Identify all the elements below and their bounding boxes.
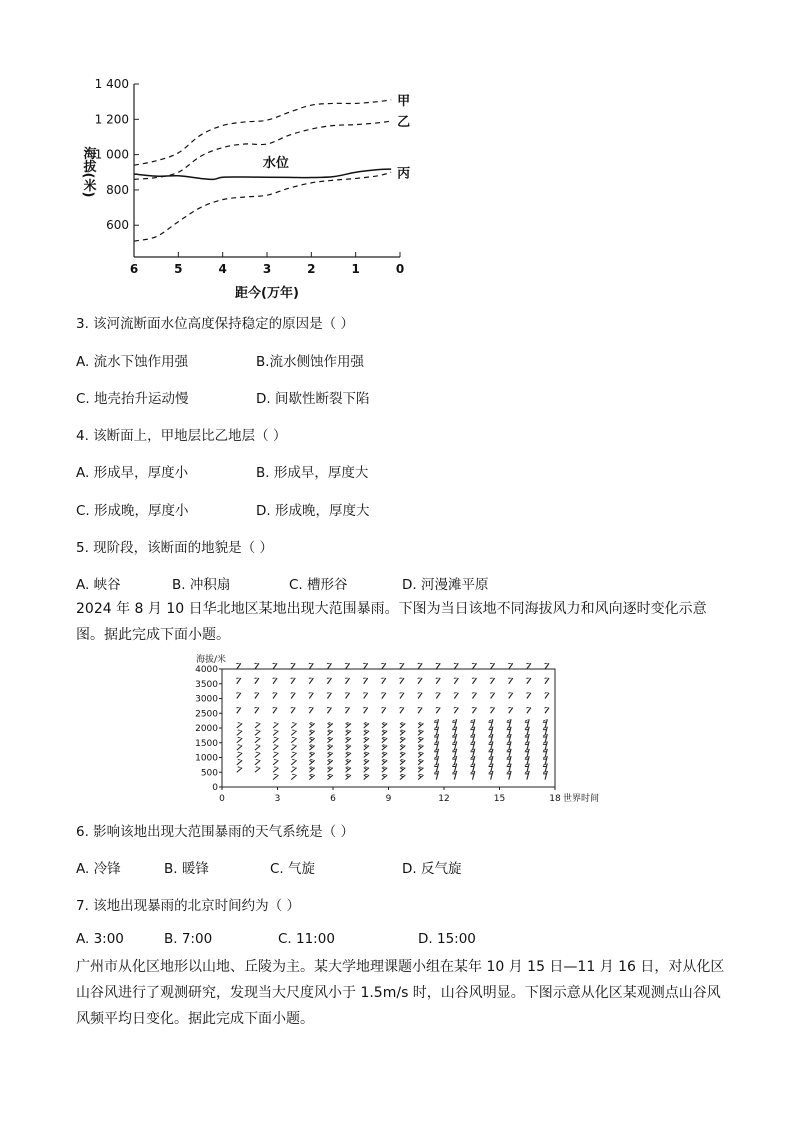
wind-barb xyxy=(380,721,388,728)
wind-barb xyxy=(416,772,424,779)
wind-barb xyxy=(523,726,529,736)
q3-option-d: D. 间歇性断裂下陷 xyxy=(256,391,370,407)
wind-barb xyxy=(235,721,243,728)
question-5: 5. 现阶段，该断面的地貌是（ ） xyxy=(76,540,273,556)
wind-barb xyxy=(523,718,529,728)
wind-barb xyxy=(234,661,241,669)
passage-rainstorm: 2024 年 8 月 10 日华北地区某地出现大范围暴雨。下图为当日该地不同海拔风力和风向逐时变化示意图。据此完成下面小题。 xyxy=(76,601,707,643)
wind-barb xyxy=(469,741,475,751)
chart1-series-label: 甲 xyxy=(397,93,411,109)
wind-barb xyxy=(253,736,261,743)
wind-barb xyxy=(325,706,332,714)
wind-barb xyxy=(433,770,439,780)
wind-barb xyxy=(416,743,424,750)
q5-option-d: D. 河漫滩平原 xyxy=(402,577,489,593)
chart1-y-tick-label: 1 000 xyxy=(94,147,129,162)
q3-option-a: A. 流水下蚀作用强 xyxy=(76,354,189,370)
wind-barb xyxy=(270,691,277,699)
wind-barb xyxy=(451,733,457,743)
wind-barb xyxy=(235,736,243,743)
wind-barb xyxy=(505,770,511,780)
wind-barb xyxy=(325,765,333,772)
chart2-x-tick-label: 18 xyxy=(549,794,561,804)
wind-barb xyxy=(451,706,458,714)
wind-barb xyxy=(307,758,315,765)
chart2-x-tick-label: 9 xyxy=(385,794,392,804)
wind-barb xyxy=(398,743,406,750)
wind-barb xyxy=(523,748,529,758)
wind-barb xyxy=(542,691,549,699)
wind-barb xyxy=(271,750,279,757)
wind-barb xyxy=(488,706,495,714)
q7-option-a: A. 3:00 xyxy=(76,931,124,947)
q7-option-b: B. 7:00 xyxy=(164,931,213,947)
wind-barb xyxy=(523,755,529,765)
wind-barb xyxy=(398,736,406,743)
wind-barb xyxy=(433,726,439,736)
wind-barb xyxy=(487,763,493,773)
wind-barb xyxy=(487,718,493,728)
chart1-y-tick-label: 1 400 xyxy=(94,77,129,91)
wind-barb xyxy=(488,676,495,684)
wind-barb xyxy=(433,676,440,684)
wind-barb xyxy=(235,743,243,750)
wind-barb xyxy=(415,706,422,714)
wind-barb xyxy=(487,733,493,743)
wind-barb xyxy=(469,726,475,736)
wind-barb xyxy=(343,691,350,699)
wind-barb xyxy=(361,661,368,669)
wind-barb xyxy=(451,691,458,699)
wind-barb xyxy=(289,772,297,779)
wind-barb xyxy=(253,728,261,735)
wind-barb xyxy=(470,691,477,699)
wind-barb xyxy=(433,741,439,751)
chart1-x-tick-label: 2 xyxy=(307,262,316,276)
wind-barb xyxy=(289,736,297,743)
wind-barb xyxy=(380,772,388,779)
wind-barb xyxy=(343,676,350,684)
chart2-y-tick-label: 0 xyxy=(212,783,218,793)
wind-barb xyxy=(361,706,368,714)
wind-barb xyxy=(234,691,241,699)
wind-barb xyxy=(343,772,351,779)
chart2-y-tick-label: 4000 xyxy=(195,665,218,675)
wind-barb xyxy=(542,718,548,728)
chart1-y-tick-label: 800 xyxy=(106,182,129,197)
wind-barb xyxy=(235,750,243,757)
chart1-x-tick-label: 3 xyxy=(262,262,272,276)
wind-barb xyxy=(524,661,531,669)
wind-barb xyxy=(523,763,529,773)
wind-barb xyxy=(433,691,440,699)
q6-option-c: C. 气旋 xyxy=(270,861,316,877)
wind-barb xyxy=(270,661,277,669)
wind-barb xyxy=(288,691,295,699)
chart2-y-label: 海拔/米 xyxy=(196,655,227,665)
wind-barb xyxy=(289,743,297,750)
wind-barb xyxy=(343,758,351,765)
q4-option-a: A. 形成早，厚度小 xyxy=(76,465,189,481)
wind-barb xyxy=(416,728,424,735)
wind-barb xyxy=(361,736,369,743)
wind-barb xyxy=(542,763,548,773)
wind-barb xyxy=(398,758,406,765)
wind-barb xyxy=(380,736,388,743)
q6-option-b: B. 暖锋 xyxy=(164,861,209,877)
wind-barb xyxy=(379,706,386,714)
wind-barb xyxy=(415,661,422,669)
chart1-y-label: 海拔(米) xyxy=(80,146,96,198)
chart1-x-tick-label: 5 xyxy=(174,262,183,276)
wind-barb xyxy=(307,750,315,757)
wind-barb xyxy=(307,721,315,728)
chart2-y-tick-label: 1500 xyxy=(195,738,218,749)
wind-barb xyxy=(252,691,259,699)
wind-barb xyxy=(253,758,261,765)
wind-barb xyxy=(253,743,261,750)
wind-barb xyxy=(451,726,457,736)
q3-option-c: C. 地壳抬升运动慢 xyxy=(76,391,189,407)
wind-barb xyxy=(307,765,315,772)
wind-barb xyxy=(253,750,261,757)
wind-barb xyxy=(235,758,243,765)
wind-barb xyxy=(416,736,424,743)
chart2-x-tick-label: 15 xyxy=(493,794,506,804)
elevation-time-chart xyxy=(70,72,430,304)
wind-barb xyxy=(398,765,406,772)
question-6: 6. 影响该地出现大范围暴雨的天气系统是（ ） xyxy=(76,824,354,840)
chart2-y-tick-label: 1000 xyxy=(195,753,218,764)
wind-barb xyxy=(271,721,279,728)
wind-barb xyxy=(343,721,351,728)
wind-barb xyxy=(505,726,511,736)
wind-barb xyxy=(398,772,406,779)
wind-barb xyxy=(343,743,351,750)
wind-barb xyxy=(487,741,493,751)
wind-barb xyxy=(361,676,368,684)
wind-barb xyxy=(416,750,424,757)
wind-barb xyxy=(469,755,475,765)
wind-barb xyxy=(289,765,297,772)
wind-barb xyxy=(524,706,531,714)
wind-barb xyxy=(469,733,475,743)
wind-barb xyxy=(433,763,439,773)
chart2-y-tick-label: 3000 xyxy=(195,694,218,705)
chart2-y-tick-label: 500 xyxy=(200,768,218,779)
wind-barb xyxy=(398,750,406,757)
wind-barb xyxy=(234,706,241,714)
q4-option-d: D. 形成晚，厚度大 xyxy=(256,503,370,519)
wind-barb xyxy=(397,676,404,684)
wind-barb xyxy=(253,765,261,772)
wind-barb xyxy=(289,721,297,728)
wind-barb xyxy=(253,721,261,728)
wind-barb xyxy=(397,691,404,699)
wind-barb xyxy=(271,743,279,750)
wind-barb xyxy=(487,755,493,765)
wind-barb xyxy=(325,758,333,765)
wind-barb xyxy=(288,706,295,714)
chart2-x-label: 世界时间 xyxy=(563,794,600,804)
wind-barb xyxy=(289,750,297,757)
wind-barb xyxy=(306,691,313,699)
wind-barb xyxy=(307,772,315,779)
wind-barb xyxy=(361,691,368,699)
wind-barb xyxy=(343,750,351,757)
wind-barb xyxy=(416,721,424,728)
wind-barb xyxy=(379,691,386,699)
chart1-y-tick-label: 600 xyxy=(106,218,129,233)
wind-barb xyxy=(505,748,511,758)
wind-barb xyxy=(343,765,351,772)
wind-barb xyxy=(343,736,351,743)
wind-barb xyxy=(542,726,548,736)
q6-option-a: A. 冷锋 xyxy=(76,861,121,877)
wind-barb xyxy=(325,750,333,757)
wind-barb xyxy=(542,741,548,751)
wind-barb xyxy=(325,728,333,735)
wind-barb xyxy=(343,661,350,669)
question-7: 7. 该地出现暴雨的北京时间约为（ ） xyxy=(76,898,300,914)
wind-barb xyxy=(433,755,439,765)
wind-barb xyxy=(415,691,422,699)
wind-barb xyxy=(524,676,531,684)
wind-barb xyxy=(542,706,549,714)
wind-barb xyxy=(451,676,458,684)
wind-barb xyxy=(361,743,369,750)
wind-barb xyxy=(398,728,406,735)
chart1-x-tick-label: 1 xyxy=(351,262,360,276)
wind-barb xyxy=(397,661,404,669)
wind-barb xyxy=(380,750,388,757)
wind-barb xyxy=(397,706,404,714)
wind-barb xyxy=(451,755,457,765)
wind-barb xyxy=(252,661,259,669)
wind-barb xyxy=(542,676,549,684)
wind-barb xyxy=(470,661,477,669)
wind-barb xyxy=(542,733,548,743)
chart2-y-tick-label: 2500 xyxy=(195,709,218,720)
wind-barb xyxy=(343,728,351,735)
chart2-y-tick-label: 3500 xyxy=(195,679,218,690)
chart2-x-tick-label: 0 xyxy=(219,794,225,804)
wind-barb xyxy=(361,728,369,735)
q5-option-b: B. 冲积扇 xyxy=(172,577,231,593)
wind-barb xyxy=(307,736,315,743)
wind-barb xyxy=(271,736,279,743)
wind-barb xyxy=(451,741,457,751)
wind-field-chart xyxy=(188,646,608,808)
q7-option-d: D. 15:00 xyxy=(418,931,476,947)
chart1-y-tick-label: 1 200 xyxy=(94,112,129,127)
wind-barb xyxy=(325,772,333,779)
wind-barb xyxy=(361,721,369,728)
wind-barb xyxy=(361,772,369,779)
wind-barb xyxy=(542,770,548,780)
wind-barb xyxy=(487,726,493,736)
wind-barb xyxy=(379,676,386,684)
wind-barb xyxy=(361,758,369,765)
wind-barb xyxy=(380,728,388,735)
chart1-series-line xyxy=(134,172,391,241)
q4-option-c: C. 形成晚，厚度小 xyxy=(76,503,189,519)
wind-barb xyxy=(506,691,513,699)
wind-barb xyxy=(523,741,529,751)
chart2-y-tick-label: 2000 xyxy=(195,724,218,734)
wind-barb xyxy=(524,691,531,699)
passage-valley-wind: 广州市从化区地形以山地、丘陵为主。某大学地理课题小组在某年 10 月 15 日—11 月 16 日，对从化区山谷风进行了观测研究，发现当大尺度风小于 1.5m/s 时，山谷风明显。下图示意从化区某观测点山谷风风频平均日变化。据此完成下面小题。 xyxy=(76,959,725,1027)
wind-barb xyxy=(270,676,277,684)
wind-barb xyxy=(542,748,548,758)
wind-barb xyxy=(361,765,369,772)
wind-barb xyxy=(325,661,332,669)
wind-barb xyxy=(235,728,243,735)
wind-barb xyxy=(433,661,440,669)
chart2-x-tick-label: 6 xyxy=(330,794,336,804)
wind-barb xyxy=(379,661,386,669)
wind-barb xyxy=(415,676,422,684)
wind-barb xyxy=(307,728,315,735)
wind-barb xyxy=(325,736,333,743)
wind-barb xyxy=(542,755,548,765)
wind-barb xyxy=(235,765,243,772)
wind-barb xyxy=(271,728,279,735)
wind-barb xyxy=(523,733,529,743)
chart2-x-tick-label: 12 xyxy=(438,794,450,804)
chart1-series-label: 丙 xyxy=(397,166,411,182)
question-4: 4. 该断面上，甲地层比乙地层（ ） xyxy=(76,428,287,444)
wind-barb xyxy=(252,706,259,714)
wind-barb xyxy=(488,691,495,699)
wind-barb xyxy=(433,748,439,758)
wind-barb xyxy=(306,706,313,714)
wind-barb xyxy=(325,721,333,728)
wind-barb xyxy=(451,718,457,728)
wind-barb xyxy=(469,748,475,758)
wind-barb xyxy=(271,758,279,765)
wind-barb xyxy=(542,661,549,669)
chart2-frame xyxy=(222,669,555,787)
question-3: 3. 该河流断面水位高度保持稳定的原因是（ ） xyxy=(76,316,354,332)
chart1-series-label: 乙 xyxy=(397,115,411,131)
q5-option-a: A. 峡谷 xyxy=(76,577,121,593)
wind-barb xyxy=(433,733,439,743)
wind-barb xyxy=(361,750,369,757)
wind-barb xyxy=(306,676,313,684)
wind-barb xyxy=(451,763,457,773)
wind-barb xyxy=(380,743,388,750)
wind-barb xyxy=(505,755,511,765)
wind-barb xyxy=(325,676,332,684)
wind-barb xyxy=(289,758,297,765)
wind-barb xyxy=(488,661,495,669)
chart1-x-tick-label: 4 xyxy=(218,262,227,276)
wind-barb xyxy=(433,706,440,714)
wind-barb xyxy=(505,733,511,743)
q7-option-c: C. 11:00 xyxy=(278,931,335,947)
wind-barb xyxy=(470,676,477,684)
q6-option-d: D. 反气旋 xyxy=(402,861,462,877)
wind-barb xyxy=(506,661,513,669)
wind-barb xyxy=(416,758,424,765)
wind-barb xyxy=(325,691,332,699)
wind-barb xyxy=(343,706,350,714)
wind-barb xyxy=(271,765,279,772)
wind-barb xyxy=(451,770,457,780)
wind-barb xyxy=(288,676,295,684)
wind-barb xyxy=(380,765,388,772)
wind-barb xyxy=(271,772,279,779)
wind-barb xyxy=(325,743,333,750)
q3-option-b: B.流水侧蚀作用强 xyxy=(256,354,365,370)
wind-barb xyxy=(469,763,475,773)
wind-barb xyxy=(234,676,241,684)
wind-barb xyxy=(506,676,513,684)
wind-barb xyxy=(433,718,439,728)
wind-barb xyxy=(523,770,529,780)
wind-barb xyxy=(469,718,475,728)
chart1-x-tick-label: 0 xyxy=(395,262,405,276)
wind-barb xyxy=(505,763,511,773)
chart1-x-tick-label: 6 xyxy=(129,262,139,276)
wind-barb xyxy=(487,770,493,780)
wind-barb xyxy=(380,758,388,765)
q5-option-c: C. 槽形谷 xyxy=(289,577,348,593)
wind-barb xyxy=(505,741,511,751)
wind-barb xyxy=(252,676,259,684)
wind-barb xyxy=(306,661,313,669)
wind-barb xyxy=(451,661,458,669)
wind-barb xyxy=(416,765,424,772)
chart2-x-tick-label: 3 xyxy=(274,794,281,804)
wind-barb xyxy=(505,718,511,728)
wind-barb xyxy=(270,706,277,714)
wind-barb xyxy=(289,728,297,735)
wind-barb xyxy=(398,721,406,728)
wind-barb xyxy=(451,748,457,758)
wind-barb xyxy=(307,743,315,750)
chart1-x-label: 距今(万年) xyxy=(235,286,299,301)
wind-barb xyxy=(506,706,513,714)
q4-option-b: B. 形成早，厚度大 xyxy=(256,465,369,481)
wind-barb xyxy=(487,748,493,758)
wind-barb xyxy=(469,770,475,780)
wind-barb xyxy=(288,661,295,669)
chart1-series-label: 水位 xyxy=(262,156,289,172)
wind-barb xyxy=(470,706,477,714)
